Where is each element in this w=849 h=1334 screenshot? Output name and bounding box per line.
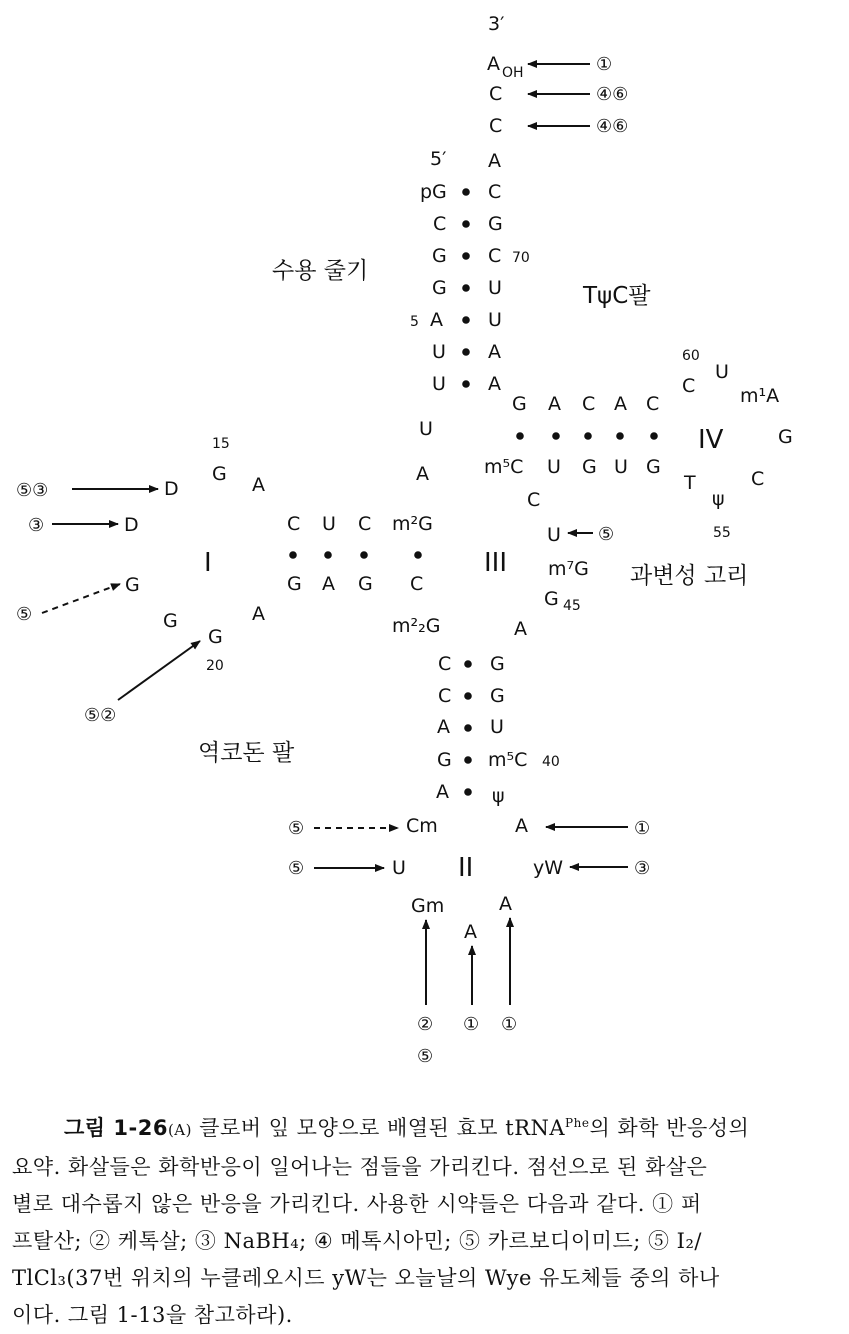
nuc-a76: A	[487, 53, 500, 75]
nuc-a50: A	[548, 393, 561, 415]
t-stem	[484, 393, 661, 478]
nuc-a67: A	[488, 341, 501, 363]
nuc-m7g46: m⁷G	[548, 558, 589, 580]
nuc-a44: A	[514, 618, 527, 640]
nuc-d17: D	[124, 514, 139, 536]
d-stem	[287, 513, 433, 595]
nuc-m5c40: m⁵C	[488, 749, 528, 771]
nuc-c74: C	[489, 115, 503, 137]
nuc-m22g26: m²₂G	[392, 615, 441, 637]
arrow-g20	[118, 641, 200, 700]
nuc-u64: U	[614, 456, 628, 478]
phe-superscript: Phe	[565, 1116, 590, 1130]
nuc-psi55: ψ	[712, 488, 725, 510]
nuc-u47: U	[547, 524, 561, 546]
label-acceptor-stem: 수용 줄기	[272, 258, 369, 284]
nuc-c28: C	[438, 685, 452, 707]
nuc-g18: G	[125, 574, 140, 596]
label-anticodon-arm: 역코돈 팔	[198, 740, 295, 766]
nuc-c51: C	[582, 393, 596, 415]
nuc-c53: C	[646, 393, 660, 415]
nuc-u12: U	[322, 513, 336, 535]
nuc-g19: G	[163, 610, 178, 632]
nuc-a73: A	[488, 150, 501, 172]
nuc-a66: A	[488, 373, 501, 395]
nuc-g30: G	[437, 749, 452, 771]
nuc-c70: C	[488, 245, 502, 267]
nuc-g24: G	[358, 573, 373, 595]
nuc-a31: A	[436, 781, 449, 803]
mark-2-gm34: ②	[417, 1014, 434, 1035]
nuc-g45: G	[544, 588, 559, 610]
pos-40: 40	[542, 754, 560, 770]
nuc-cm32: Cm	[406, 815, 438, 837]
figure-label: 그림 1-26	[64, 1116, 168, 1140]
pos-5: 5	[410, 314, 419, 330]
nuc-c48: C	[527, 489, 541, 511]
roman-iii: III	[484, 548, 508, 578]
roman-ii: II	[458, 853, 474, 883]
nuc-g49: G	[512, 393, 527, 415]
mark-3-d17: ③	[28, 515, 45, 536]
nuc-g57: G	[778, 426, 793, 448]
nuc-a38: A	[515, 815, 528, 837]
acceptor-stem-left	[420, 181, 447, 395]
nuc-u68: U	[488, 309, 502, 331]
oh-label: OH	[502, 65, 524, 81]
nuc-g71: G	[488, 213, 503, 235]
nuc-c25: C	[410, 573, 424, 595]
pos-15: 15	[212, 436, 230, 452]
nuc-u62: U	[547, 456, 561, 478]
caption-l1-end: 의 화학 반응성의	[589, 1116, 750, 1140]
figure-sub: (A)	[167, 1121, 192, 1139]
nuc-g22: G	[287, 573, 302, 595]
pos-60: 60	[682, 348, 700, 364]
nuc-a9: A	[416, 463, 429, 485]
nuc-a5: A	[430, 309, 443, 331]
caption-line-5: TlCl₃(37번 위치의 누클레오시드 yW는 오늘날의 Wye 유도체들 중의 하나	[12, 1266, 720, 1290]
nuc-psi39: ψ	[492, 785, 505, 807]
mark-46-c75: ④⑥	[596, 84, 629, 105]
nuc-a23: A	[322, 573, 335, 595]
acceptor-stem-pairs	[462, 188, 470, 388]
nuc-g43: G	[490, 653, 505, 675]
nuc-u6: U	[432, 341, 446, 363]
label-tpsic-arm: TψC팔	[583, 283, 651, 309]
nuc-a36: A	[499, 893, 512, 915]
pos-70: 70	[512, 250, 530, 266]
pos-55: 55	[713, 525, 731, 541]
nuc-g65: G	[646, 456, 661, 478]
mark-3-yw37: ③	[634, 858, 651, 879]
nuc-d16: D	[164, 478, 179, 500]
mark-5-u33: ⑤	[288, 858, 305, 879]
caption-line-2: 요약. 화살들은 화학반응이 일어나는 점들을 가리킨다. 점선으로 된 화살은	[12, 1155, 708, 1179]
nuc-c56: C	[751, 468, 765, 490]
label-variable-loop: 과변성 고리	[630, 563, 749, 589]
nuc-c60: C	[682, 375, 696, 397]
nuc-u7: U	[432, 373, 446, 395]
caption-line-6: 이다. 그림 1-13을 참고하라).	[12, 1303, 293, 1327]
anticodon-stem	[436, 653, 527, 807]
nuc-u41: U	[490, 716, 504, 738]
nuc-g63: G	[582, 456, 597, 478]
nuc-m5c61: m⁵C	[484, 456, 524, 478]
nuc-t54: T	[684, 472, 696, 494]
caption-l1-rest: 클로버 잎 모양으로 배열된 효모 tRNA	[191, 1116, 566, 1140]
nuc-yw37: yW	[533, 857, 564, 879]
nuc-a52: A	[614, 393, 627, 415]
nuc-c13: C	[287, 513, 301, 535]
roman-i: I	[204, 548, 212, 578]
nuc-a21: A	[252, 603, 265, 625]
mark-5-u47: ⑤	[598, 524, 615, 545]
nuc-u59: U	[715, 361, 729, 383]
mark-1-a38: ①	[634, 818, 651, 839]
nuc-a35: A	[464, 921, 477, 943]
caption-line-4: 프탈산; ② 케톡살; ③ NaBH₄; ④ 메톡시아민; ⑤ 카르보디이미드; ⑤ I₂/	[12, 1229, 702, 1253]
mark-46-c74: ④⑥	[596, 116, 629, 137]
figure-caption	[12, 1105, 842, 1334]
nuc-m2g10: m²G	[392, 513, 433, 535]
mark-5-g18: ⑤	[16, 604, 33, 625]
nuc-g4: G	[432, 277, 447, 299]
nuc-c11: C	[358, 513, 372, 535]
nuc-a29: A	[437, 716, 450, 738]
nuc-c2: C	[433, 213, 447, 235]
label-5-prime: 5′	[430, 148, 447, 170]
pos-20: 20	[206, 658, 224, 674]
mark-53-d16: ⑤③	[16, 480, 49, 501]
label-3-prime: 3′	[488, 13, 505, 35]
nuc-g42: G	[490, 685, 505, 707]
nuc-g3: G	[432, 245, 447, 267]
mark-1-a76: ①	[596, 54, 613, 75]
mark-1-a35: ①	[463, 1014, 480, 1035]
nuc-gm34: Gm	[411, 895, 445, 917]
nuc-a14: A	[252, 474, 265, 496]
nuc-c72: C	[488, 181, 502, 203]
caption-line-1	[12, 1105, 842, 1149]
roman-iv: IV	[698, 425, 724, 455]
nuc-u69: U	[488, 277, 502, 299]
pos-45: 45	[563, 598, 581, 614]
acceptor-stem-right	[488, 181, 503, 395]
nuc-g1: pG	[420, 181, 447, 203]
nuc-c27: C	[438, 653, 452, 675]
nuc-u33: U	[392, 857, 406, 879]
nuc-c75: C	[489, 83, 503, 105]
caption-line-3: 별로 대수롭지 않은 반응을 가리킨다. 사용한 시약들은 다음과 같다. ① 퍼	[12, 1192, 702, 1216]
mark-1-a36: ①	[501, 1014, 518, 1035]
arrow-g18	[42, 584, 120, 613]
nuc-m1a58: m¹A	[740, 385, 780, 407]
mark-5-gm34: ⑤	[417, 1046, 434, 1067]
mark-52-g20: ⑤②	[84, 705, 117, 726]
nuc-u8: U	[419, 418, 433, 440]
nuc-g20: G	[208, 626, 223, 648]
nuc-g15: G	[212, 463, 227, 485]
mark-5-cm32: ⑤	[288, 818, 305, 839]
